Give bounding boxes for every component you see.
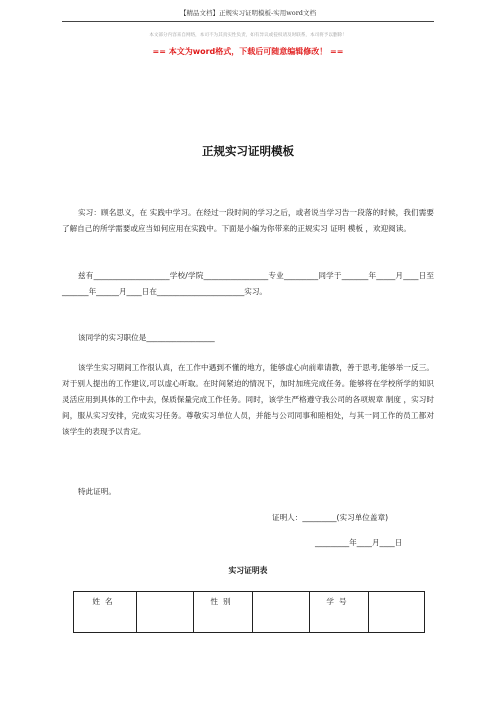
table-cell-name-value[interactable]: [137, 592, 194, 633]
page-title: 正规实习证明模板: [202, 144, 294, 158]
table-header-gender: 性别: [194, 592, 253, 633]
internship-certificate-table: [73, 591, 425, 633]
table-cell-student-id-value[interactable]: [369, 592, 425, 633]
table-header-name: 姓名: [74, 592, 137, 633]
student-info-paragraph: 兹有____________________学校/学院_________________专业_________同学于_______年_____月____日至_______年______月____日在_______________________实习。: [62, 271, 434, 296]
certification-statement: 特此证明。: [78, 487, 116, 496]
table-title: 实习证明表: [228, 566, 268, 575]
edit-notice: == 本文为word格式，下载后可随意编辑修改！ ==: [152, 47, 344, 56]
intro-paragraph: 实习：顾名思义，在 实践中学习。在经过一段时间的学习之后，或者说当学习告一段落的时候，我们需要了解自己的所学需要或应当如何应用在实践中。下面是小编为你带来的正规实习 证明 模板 ，欢迎阅读。: [62, 208, 434, 233]
table-cell-gender-value[interactable]: [253, 592, 310, 633]
document-header-title: 【精品文档】正规实习证明模板-实用word文档: [180, 9, 316, 17]
table-header-student-id: 学号: [310, 592, 369, 633]
disclaimer-text: 本文部分内容来自网络，本司不为其真实性负责，如有异议或侵权请及时联系，本司将予以删除！: [149, 33, 347, 38]
header-divider: [62, 21, 434, 22]
evaluation-paragraph: 该学生实习期间工作很认真，在工作中遇到不懂的地方，能够虚心向前辈请教，善于思考,能够举一反三。对于别人提出的工作建议,可以虚心听取。在时间紧迫的情况下，加时加班完成任务。能够将在学校所学的知识灵活应用到具体的工作中去，保质保量完成工作任务。同时，该学生严格遵守我公司的各项规章 制度 ，实习时间，服从实习安排，完成实习任务。尊敬实习单位人员，并能与公司同事和睦相处，与其一同工作的员工都对该学生的表现予以肯定。: [62, 363, 434, 436]
position-paragraph: 该同学的实习职位是__________________: [78, 333, 215, 342]
date-line: _________年____月____日: [315, 538, 403, 547]
certifier-line: 证明人：_________(实习单位盖章): [272, 513, 389, 522]
